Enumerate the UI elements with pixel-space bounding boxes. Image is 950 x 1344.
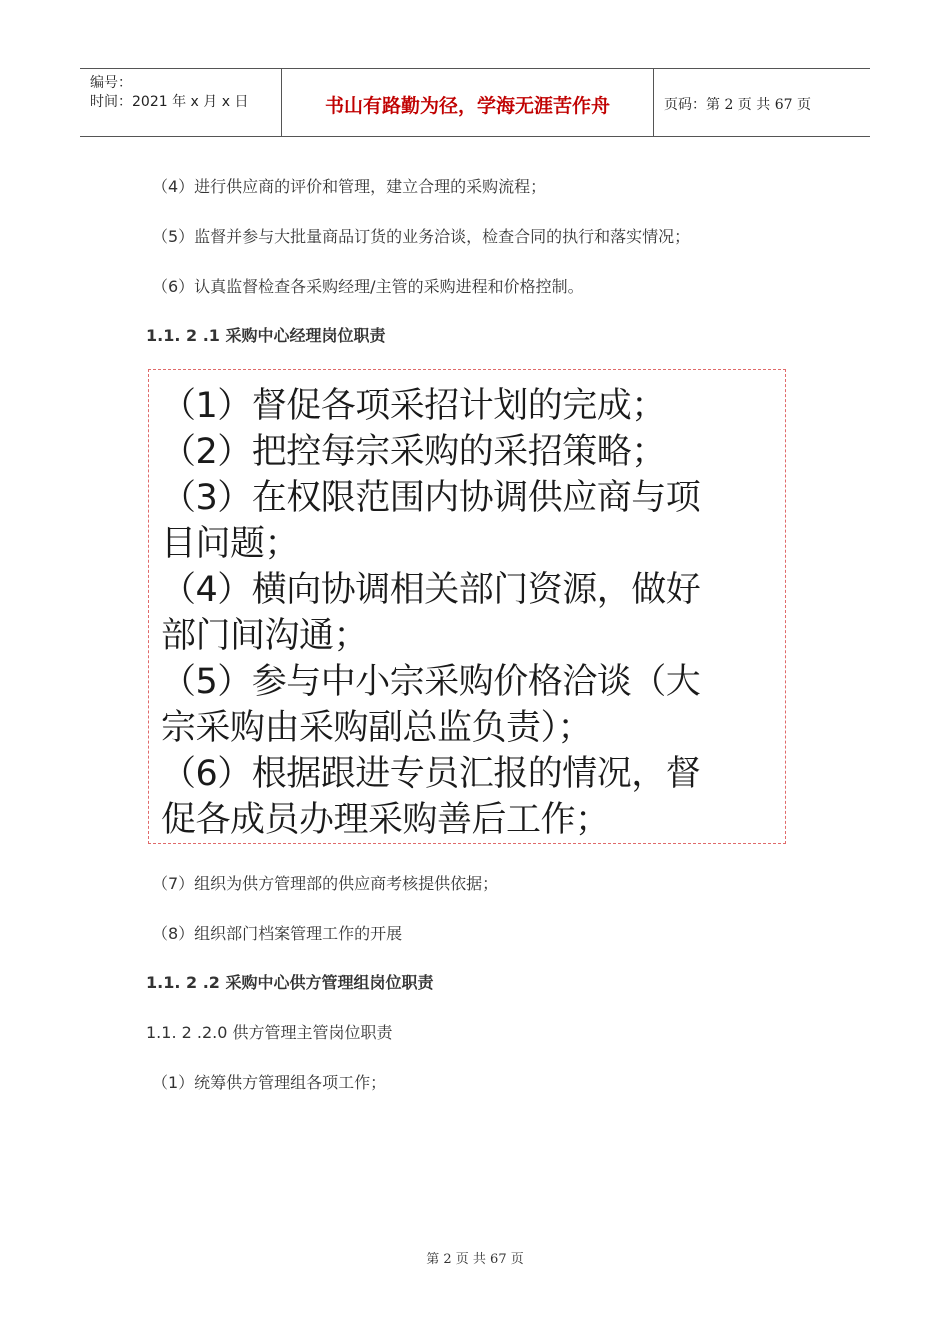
- header-motto-cell: [282, 69, 654, 136]
- box-line: （1）督促各项采招计划的完成；: [161, 386, 666, 426]
- box-line: （4）横向协调相关部门资源，做好: [161, 570, 701, 610]
- box-line: 促各成员办理采购善后工作；: [161, 800, 610, 840]
- document-date: 时间：2021 年 x 月 x 日: [90, 94, 249, 110]
- box-line: 部门间沟通；: [161, 616, 369, 656]
- header-info-cell: [80, 69, 282, 136]
- section-heading-supplier-group: 1.1. 2 .2 采购中心供方管理组岗位职责: [146, 973, 434, 992]
- box-line: （5）参与中小宗采购价格洽谈（大: [161, 662, 701, 702]
- page-footer: 第 2 页 共 67 页: [426, 1252, 524, 1267]
- box-line: （3）在权限范围内协调供应商与项: [161, 478, 701, 518]
- header-motto: 书山有路勤为径，学海无涯苦作舟: [324, 95, 610, 117]
- subsection-heading-supplier-supervisor: 1.1. 2 .2.0 供方管理主管岗位职责: [146, 1023, 393, 1042]
- box-line: 宗采购由采购副总监负责）；: [161, 708, 593, 748]
- box-line: （2）把控每宗采购的采招策略；: [161, 432, 666, 472]
- duty-item-4: （4）进行供应商的评价和管理，建立合理的采购流程；: [152, 177, 547, 196]
- document-header: [80, 68, 870, 137]
- duty-item-5: （5）监督并参与大批量商品订货的业务洽谈，检查合同的执行和落实情况；: [152, 227, 691, 246]
- header-page-cell: [654, 69, 870, 136]
- header-page-info: 页码：第 2 页 共 67 页: [664, 97, 811, 113]
- box-line: （6）根据跟进专员汇报的情况，督: [161, 754, 701, 794]
- box-line: 目问题；: [161, 524, 300, 564]
- document-number: 编号：: [90, 75, 132, 91]
- duty-item-6: （6）认真监督检查各采购经理/主管的采购进程和价格控制。: [152, 277, 584, 296]
- duty-item-8: （8）组织部门档案管理工作的开展: [152, 924, 403, 943]
- duty-item-7: （7）组织为供方管理部的供应商考核提供依据；: [152, 874, 499, 893]
- section-heading-manager: 1.1. 2 .1 采购中心经理岗位职责: [146, 326, 386, 345]
- duty-item-1: （1）统筹供方管理组各项工作；: [152, 1073, 387, 1092]
- duties-text-box: [148, 369, 786, 844]
